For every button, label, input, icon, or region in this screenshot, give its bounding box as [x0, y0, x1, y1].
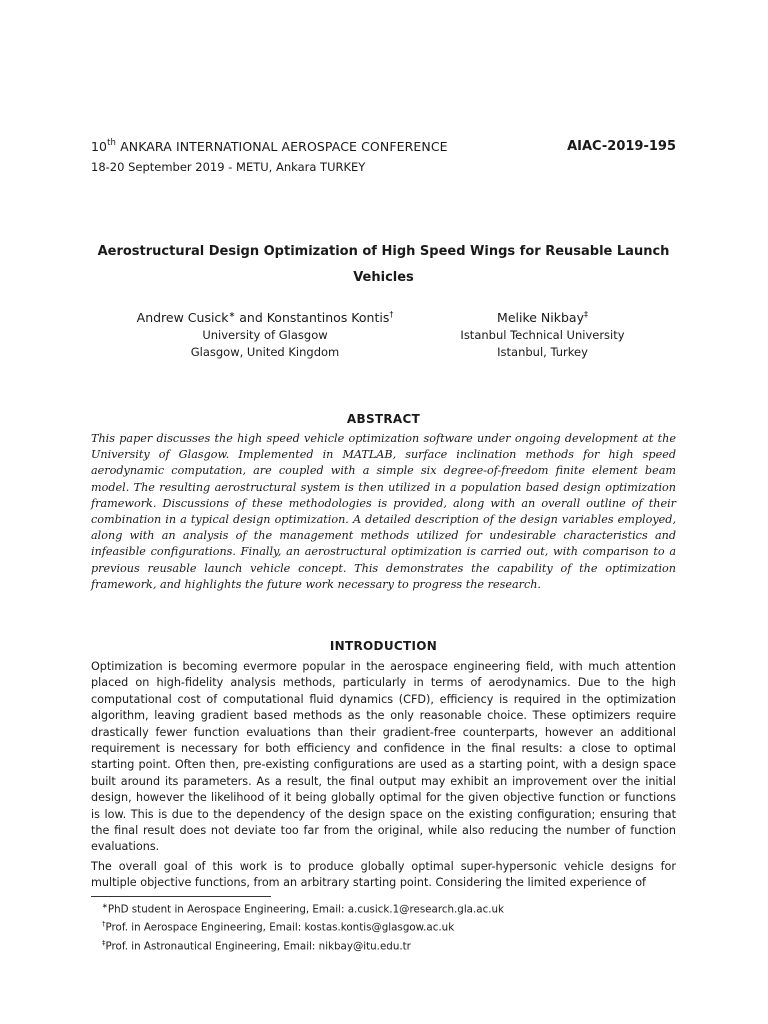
footnote-2: [102, 917, 504, 935]
author-names-1: [120, 306, 410, 326]
footnote-mark: †: [102, 920, 106, 929]
footnote-mark: ‡: [583, 310, 588, 319]
abstract-text: This paper discusses the high speed vehicle optimization software under ongoing development at the University of Glasgow. Implemented in MATLAB, surface inclination methods for high speed aerodynamic computation, are coupled with a simple six degree-of-freedom finite element beam model. The resulting aerostructural system is then utilized in a population based design optimization framework. Discussions of these methodologies is provided, along with an overall outline of their combination in a typical design optimization. A detailed description of the design variables employed, along with an analysis of the management methods utilized for undesirable characteristics and infeasible configurations. Finally, an aerostructural optimization is carried out, with comparison to a previous reusable launch vehicle concept. This demonstrates the capability of the optimization framework, and highlights the future work necessary to progress the research.: [91, 432, 676, 591]
introduction-heading: INTRODUCTION: [329, 639, 438, 653]
author-block-2: [430, 306, 655, 361]
author-name-2: Konstantinos Kontis: [266, 310, 390, 326]
author-affiliation: University of Glasgow: [202, 328, 328, 343]
conference-dates: 18-20 September 2019 - METU, Ankara TURKEY: [91, 160, 366, 174]
author-location: Glasgow, United Kingdom: [190, 345, 340, 360]
author-joiner: and: [235, 310, 267, 326]
conference-title: ANKARA INTERNATIONAL AEROSPACE CONFERENCE: [116, 139, 448, 155]
footnote-1: [102, 899, 504, 917]
footnote-mark: ∗: [228, 310, 236, 319]
abstract-heading: ABSTRACT: [346, 412, 421, 426]
footnote-text: Prof. in Aerospace Engineering, Email: kostas.kontis@glasgow.ac.uk: [105, 921, 455, 934]
author-name: Andrew Cusick: [136, 310, 229, 326]
intro-paragraph-2: The overall goal of this work is to produce globally optimal super-hypersonic vehicle designs for multiple objective functions, from an arbitrary starting point. Considering the limited experience of: [91, 860, 676, 890]
footnote-mark: †: [389, 310, 394, 319]
footnote-mark: ‡: [102, 938, 106, 947]
footnote-rule: [91, 896, 271, 897]
footnote-mark: ∗: [102, 902, 108, 910]
author-affiliation: Istanbul Technical University: [460, 328, 625, 343]
paper-title: Aerostructural Design Optimization of High Speed Wings for Reusable Launch Vehicles: [97, 244, 670, 285]
intro-paragraph-1: Optimization is becoming evermore popular in the aerospace engineering field, with much attention placed on high-fidelity analysis methods, particularly in terms of aerodynamics. Due to the high computational cost of computational fluid dynamics (CFD), efficiency is required in the optimization algorithm, leaving gradient based methods as the only reasonable choice. These optimizers require drastically fewer function evaluations than their gradient-free counterparts, however an additional requirement is necessary for both efficiency and confidence in the final results: a close to optimal starting point. Often then, pre-existing configurations are used as a starting point, with a design space built around its parameters. As a result, the final output may exhibit an improvement over the initial design, however the likelihood of it being globally optimal for the given objective function or functions is low. This is due to the dependency of the design space on the existing configuration; ensuring that the final result does not deviate too far from the original, while also reducing the number of function evaluations.: [91, 660, 676, 854]
conference-number: 10: [91, 139, 108, 155]
author-location: Istanbul, Turkey: [497, 345, 588, 360]
conference-ordinal: th: [107, 138, 117, 148]
footnotes: [102, 899, 504, 954]
author-names-2: [430, 306, 655, 326]
footnote-text: Prof. in Astronautical Engineering, Email: nikbay@itu.edu.tr: [105, 940, 411, 953]
author-name: Melike Nikbay: [497, 310, 584, 326]
author-block-1: [120, 306, 410, 361]
conference-name: [91, 139, 448, 154]
footnote-text: PhD student in Aerospace Engineering, Email: a.cusick.1@research.gla.ac.uk: [107, 903, 505, 916]
paper-id: AIAC-2019-195: [567, 139, 676, 154]
footnote-3: [102, 936, 504, 954]
